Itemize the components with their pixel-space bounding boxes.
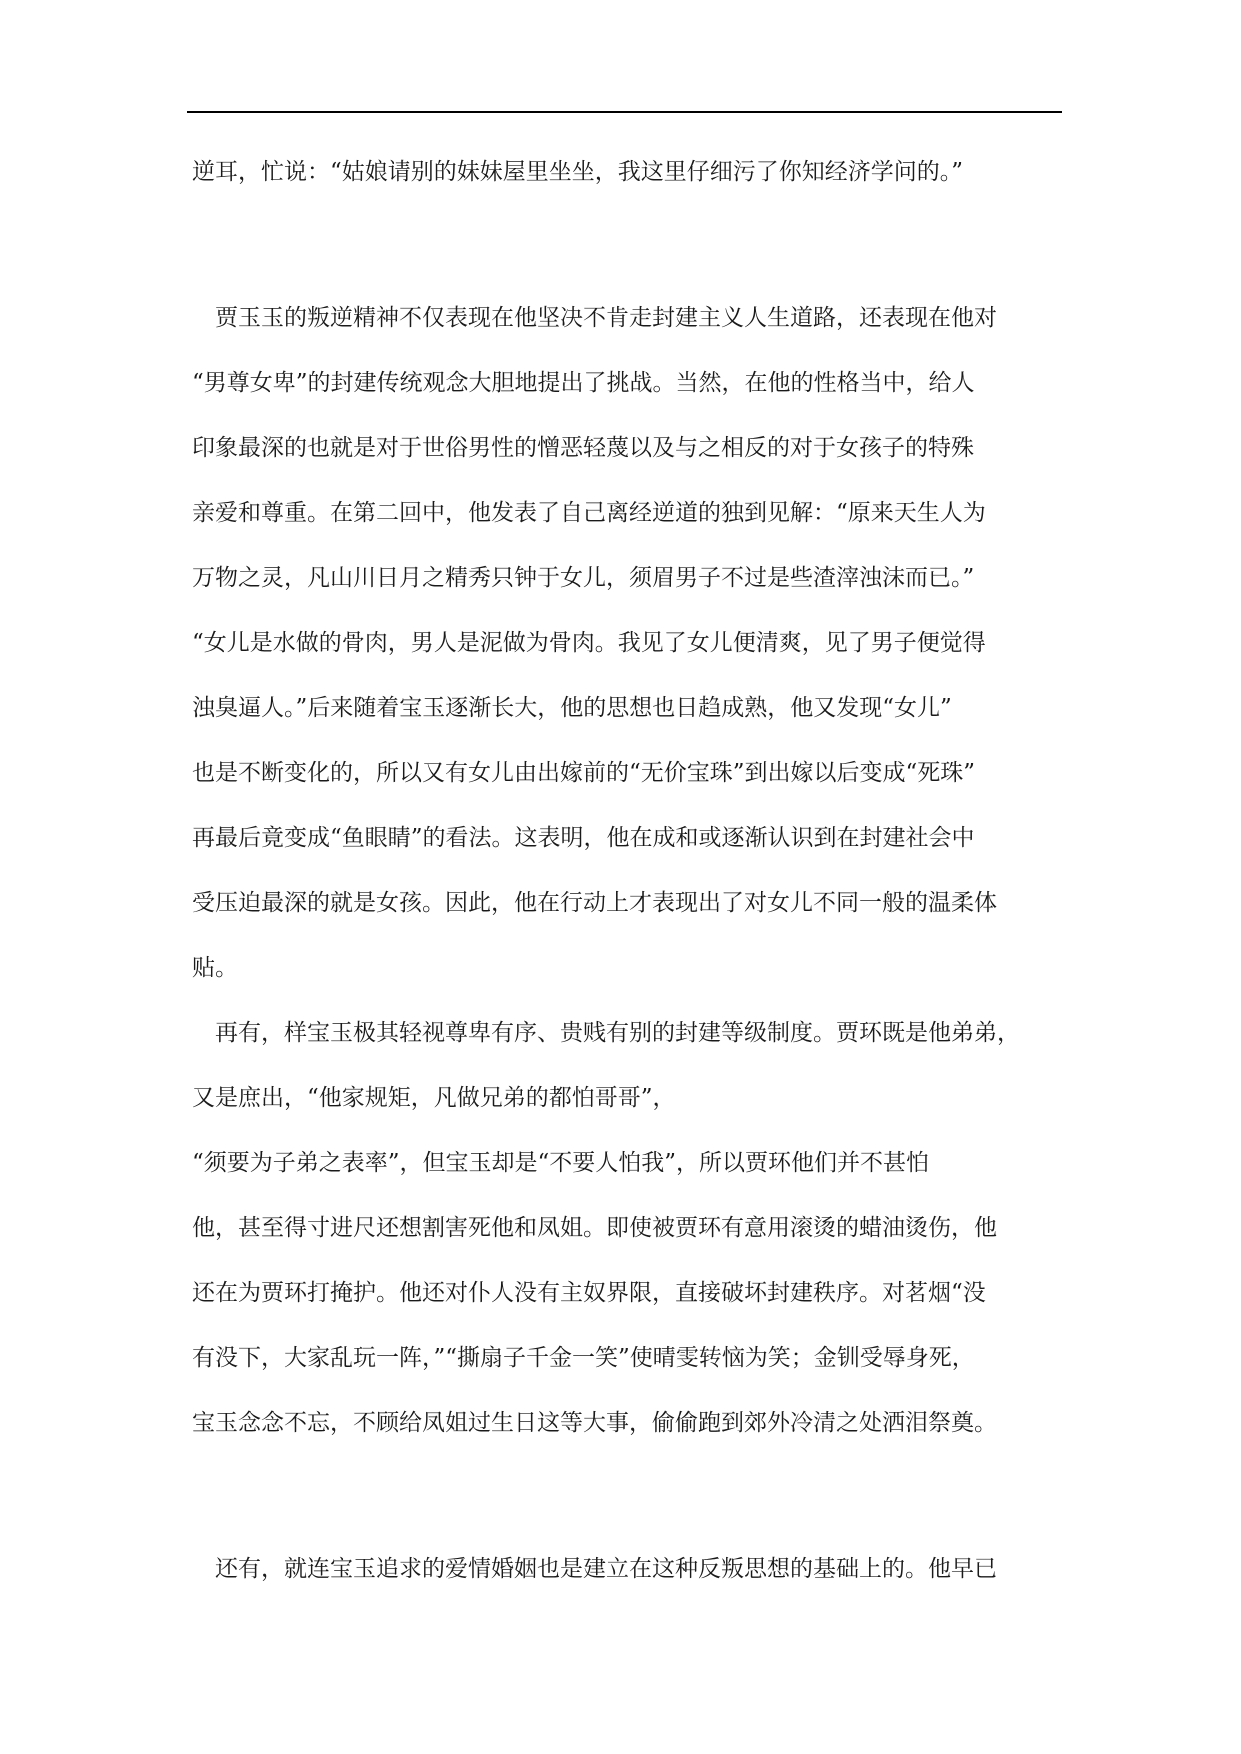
text-line: 也是不断变化的，所以又有女儿由出嫁前的“无价宝珠”到出嫁以后变成“死珠” xyxy=(192,760,976,786)
text-line: 亲爱和尊重。在第二回中，他发表了自己离经逆道的独到见解：“原来天生人为 xyxy=(192,500,986,526)
text-line: 有没下，大家乱玩一阵，”“撕扇子千金一笑”使晴雯转恼为笑；金钏受辱身死， xyxy=(192,1345,975,1371)
text-line: 还有，就连宝玉追求的爱情婚姻也是建立在这种反叛思想的基础上的。他早已 xyxy=(192,1556,997,1582)
text-line: 他，甚至得寸进尺还想割害死他和凤姐。即使被贾环有意用滚烫的蜡油烫伤，他 xyxy=(192,1215,997,1241)
text-line: 再有，样宝玉极其轻视尊卑有序、贵贱有别的封建等级制度。贾环既是他弟弟， xyxy=(192,1020,1020,1046)
text-line: 浊臭逼人。”后来随着宝玉逐渐长大，他的思想也日趋成熟，他又发现“女儿” xyxy=(192,695,952,721)
text-line: “男尊女卑”的封建传统观念大胆地提出了挑战。当然，在他的性格当中，给人 xyxy=(192,370,975,396)
text-line: 万物之灵，凡山川日月之精秀只钟于女儿，须眉男子不过是些渣滓浊沫而已。” xyxy=(192,565,975,591)
text-line: 又是庶出，“他家规矩，凡做兄弟的都怕哥哥”， xyxy=(192,1085,676,1111)
text-line: “女儿是水做的骨肉，男人是泥做为骨肉。我见了女儿便清爽，见了男子便觉得 xyxy=(192,630,986,656)
header-rule xyxy=(187,111,1062,113)
text-line: 宝玉念念不忘，不顾给凤姐过生日这等大事，偷偷跑到郊外冷清之处洒泪祭奠。 xyxy=(192,1410,997,1436)
text-line: 受压迫最深的就是女孩。因此，他在行动上才表现出了对女儿不同一般的温柔体 xyxy=(192,890,997,916)
text-line: 贴。 xyxy=(192,955,238,981)
text-line: 贾玉玉的叛逆精神不仅表现在他坚决不肯走封建主义人生道路，还表现在他对 xyxy=(192,305,997,331)
text-line: “须要为子弟之表率”，但宝玉却是“不要人怕我”，所以贾环他们并不甚怕 xyxy=(192,1150,930,1176)
text-line: 再最后竟变成“鱼眼睛”的看法。这表明，他在成和或逐渐认识到在封建社会中 xyxy=(192,825,975,851)
text-line: 印象最深的也就是对于世俗男性的憎恶轻蔑以及与之相反的对于女孩子的特殊 xyxy=(192,435,974,461)
text-line: 还在为贾环打掩护。他还对仆人没有主奴界限，直接破坏封建秩序。对茗烟“没 xyxy=(192,1280,986,1306)
text-line: 逆耳，忙说：“姑娘请别的妹妹屋里坐坐，我这里仔细污了你知经济学问的。” xyxy=(192,159,964,185)
